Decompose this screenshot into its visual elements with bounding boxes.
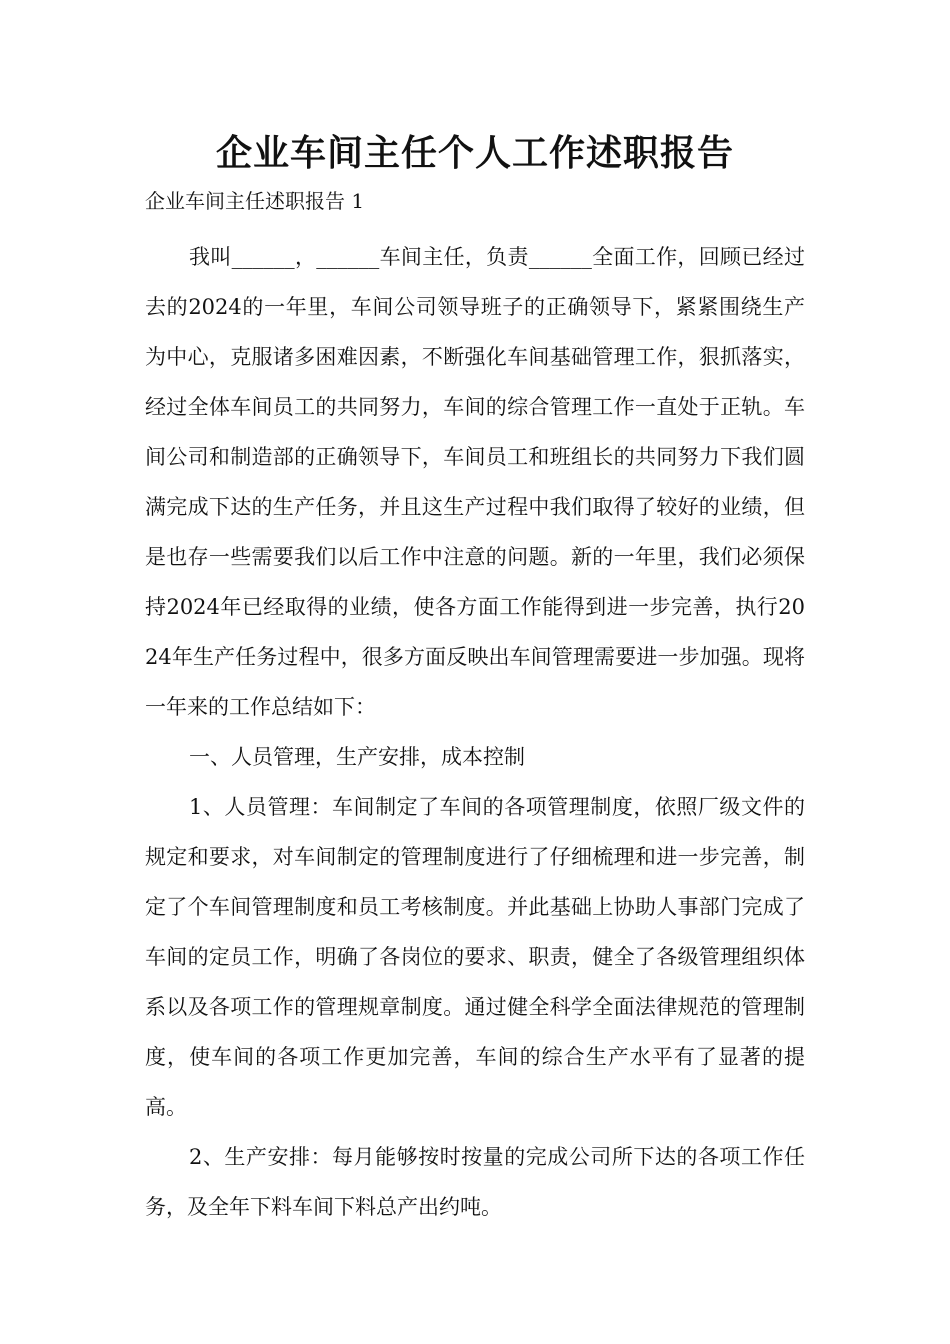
document-title: 企业车间主任个人工作述职报告 bbox=[215, 132, 734, 174]
paragraph-intro: 我叫______，______车间主任，负责______全面工作，回顾已经过去的2024的一年里，车间公司领导班子的正确领导下，紧紧围绕生产为中心，克服诸多困难因素，不断强化车间基础管理工作，狠抓落实，经过全体车间员工的共同努力，车间的综合管理工作一直处于正轨。车间公司和制造部的正确领导下，车间员工和班组长的共同努力下我们圆满完成下达的生产任务，并且这生产过程中我们取得了较好的业绩，但是也存一些需要我们以后工作中注意的问题。新的一年里，我们必须保持2024年已经取得的业绩，使各方面工作能得到进一步完善，执行2024年生产任务过程中，很多方面反映出车间管理需要进一步加强。现将一年来的工作总结如下： bbox=[145, 245, 805, 719]
paragraph-production-arrangement: 2、生产安排：每月能够按时按量的完成公司所下达的各项工作任务，及全年下料车间下料总产出约吨。 bbox=[145, 1145, 805, 1219]
document-subtitle: 企业车间主任述职报告 1 bbox=[145, 189, 365, 213]
paragraph-staff-management: 1、人员管理：车间制定了车间的各项管理制度，依照厂级文件的规定和要求，对车间制定的管理制度进行了仔细梳理和进一步完善，制定了个车间管理制度和员工考核制度。并此基础上协助人事部门完成了车间的定员工作，明确了各岗位的要求、职责，健全了各级管理组织体系以及各项工作的管理规章制度。通过健全科学全面法律规范的管理制度，使车间的各项工作更加完善，车间的综合生产水平有了显著的提高。 bbox=[145, 795, 805, 1119]
document-body bbox=[145, 232, 805, 1232]
section-heading-1: 一、人员管理，生产安排，成本控制 bbox=[189, 745, 525, 769]
